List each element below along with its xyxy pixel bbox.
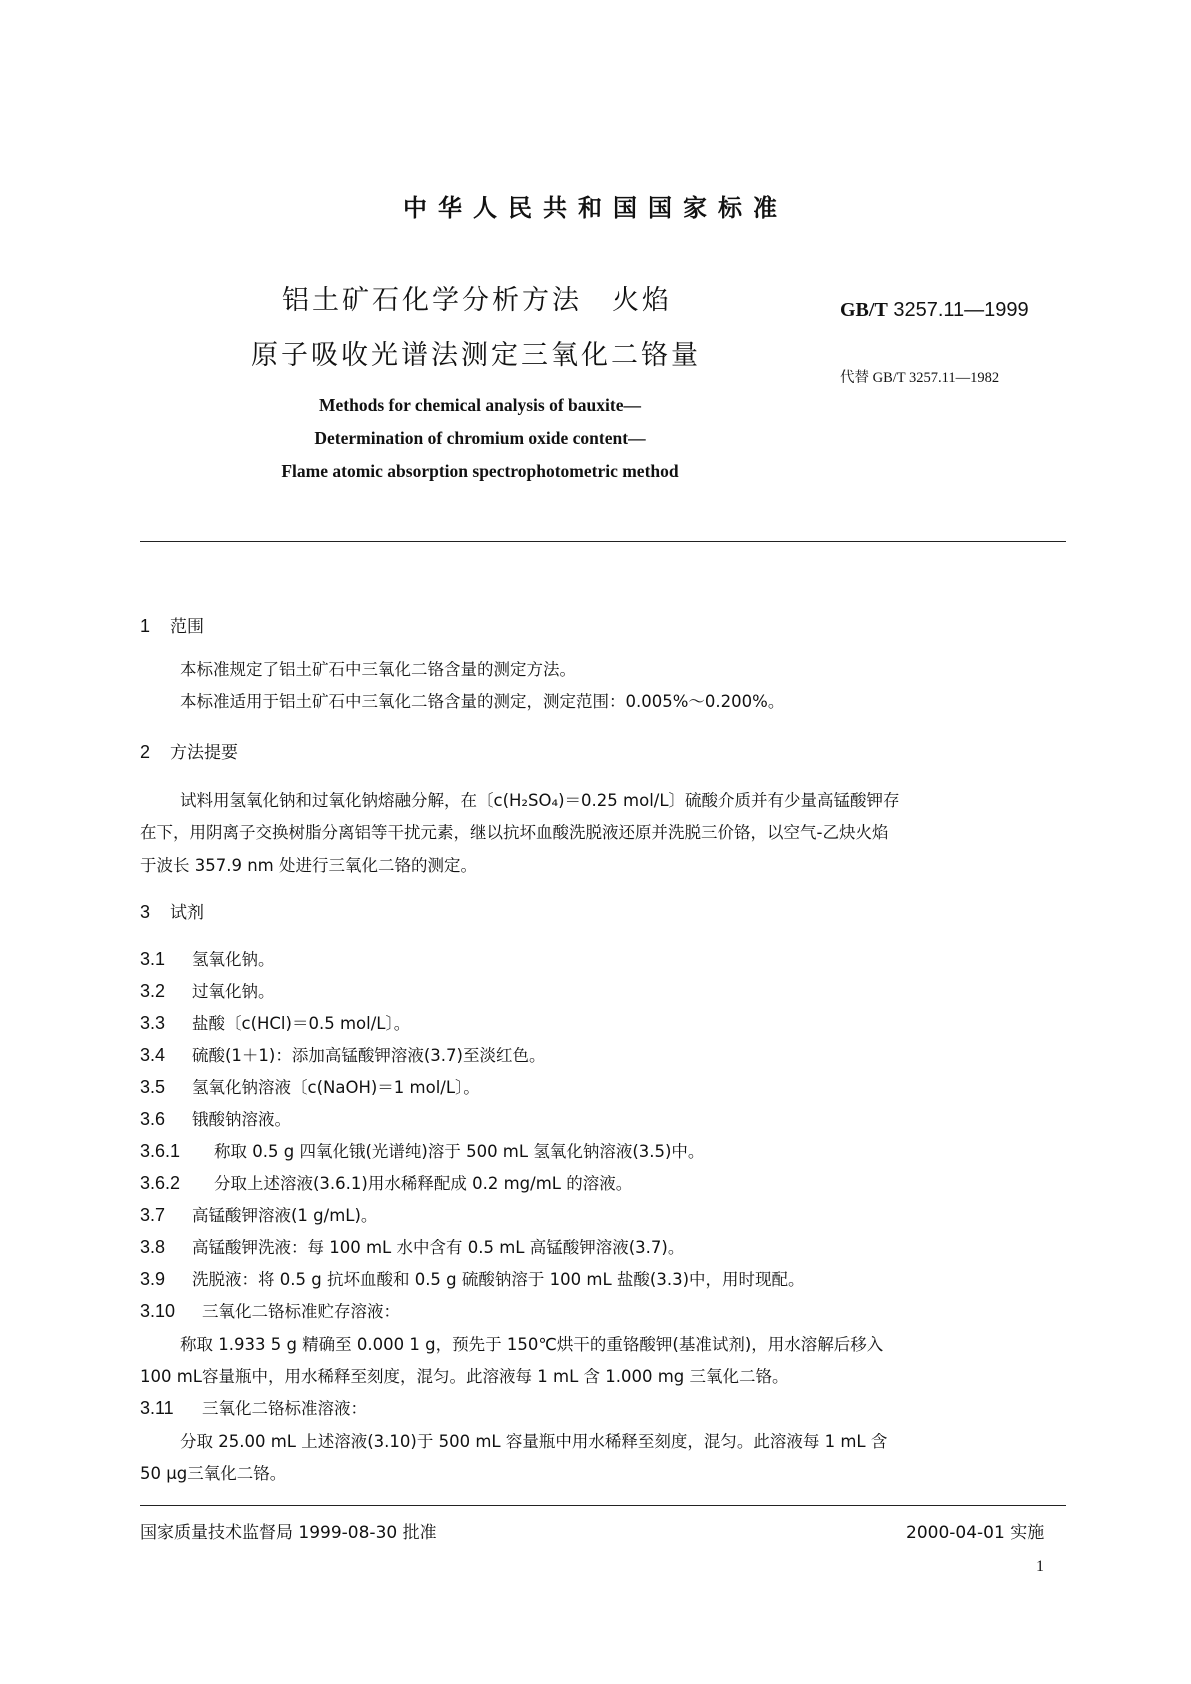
item-text: 盐酸〔c(HCl)＝0.5 mol/L〕。 — [192, 1014, 411, 1033]
title-line-1: 铝土矿石化学分析方法 火焰 — [282, 285, 672, 316]
section-1-heading — [140, 612, 204, 637]
reagent-item — [140, 1395, 367, 1419]
item-text: 硫酸(1＋1)：添加高锰酸钾溶液(3.7)至淡红色。 — [192, 1046, 546, 1065]
item-number: 3.6.1 — [140, 1141, 181, 1161]
english-title-line-3: Flame atomic absorption spectrophotometric method — [281, 461, 679, 481]
english-title-line-1: Methods for chemical analysis of bauxite— — [319, 395, 641, 415]
item-number: 3.7 — [140, 1205, 166, 1225]
section-number: 1 — [140, 616, 151, 636]
standard-number: 3257.11—1999 — [893, 299, 1029, 321]
english-title-line-2: Determination of chromium oxide content— — [314, 428, 646, 448]
implementation-date: 2000-04-01 实施 — [906, 1523, 1045, 1543]
approval-note: 国家质量技术监督局 1999-08-30 批准 — [140, 1523, 437, 1543]
standard-code — [840, 299, 1029, 322]
section-2-line-1: 试料用氢氧化钠和过氧化钠熔融分解，在〔c(H₂SO₄)＝0.25 mol/L〕硫酸介质并有少量高锰酸钾存 — [180, 791, 900, 810]
item-number: 3.4 — [140, 1045, 166, 1065]
section-title: 范围 — [170, 617, 204, 637]
reagent-item — [140, 1074, 480, 1098]
item-text: 高锰酸钾洗液：每 100 mL 水中含有 0.5 mL 高锰酸钾溶液(3.7)。 — [192, 1238, 685, 1257]
section-1-paragraph-1: 本标准规定了铝土矿石中三氧化二铬含量的测定方法。 — [180, 660, 576, 679]
item-text: 三氧化二铬标准溶液： — [202, 1399, 367, 1418]
item-text: 洗脱液：将 0.5 g 抗坏血酸和 0.5 g 硫酸钠溶于 100 mL 盐酸(3.3)中，用时现配。 — [192, 1270, 805, 1289]
header-divider — [140, 541, 1066, 542]
section-3-heading — [140, 898, 204, 923]
reagent-item — [140, 1010, 410, 1034]
reagent-item — [140, 1138, 704, 1162]
section-number: 3 — [140, 902, 151, 922]
item-text: 锇酸钠溶液。 — [192, 1110, 291, 1129]
item-text: 氢氧化钠溶液〔c(NaOH)＝1 mol/L〕。 — [192, 1078, 480, 1097]
title-line-2: 原子吸收光谱法测定三氧化二铬量 — [251, 340, 701, 371]
reagent-item — [140, 1106, 291, 1130]
item-text: 高锰酸钾溶液(1 g/mL)。 — [192, 1206, 378, 1225]
replaces-note: 代替 GB/T 3257.11—1982 — [840, 370, 1000, 386]
item-3-11-line-1: 分取 25.00 mL 上述溶液(3.10)于 500 mL 容量瓶中用水稀释至刻度，混匀。此溶液每 1 mL 含 — [180, 1432, 888, 1451]
item-3-10-line-2: 100 mL容量瓶中，用水稀释至刻度，混匀。此溶液每 1 mL 含 1.000 mg 三氧化二铬。 — [140, 1367, 789, 1386]
reagent-item — [140, 1170, 632, 1194]
item-number: 3.1 — [140, 949, 166, 969]
section-title: 试剂 — [170, 903, 204, 923]
reagent-item — [140, 1266, 805, 1290]
reagent-item — [140, 978, 275, 1002]
item-number: 3.6.2 — [140, 1173, 181, 1193]
section-1-paragraph-2: 本标准适用于铝土矿石中三氧化二铬含量的测定，测定范围：0.005%～0.200%。 — [180, 692, 785, 711]
section-2-line-3: 于波长 357.9 nm 处进行三氧化二铬的测定。 — [140, 856, 478, 875]
section-title: 方法提要 — [170, 743, 238, 763]
item-text: 氢氧化钠。 — [192, 950, 275, 969]
section-2-line-2: 在下，用阴离子交换树脂分离铝等干扰元素，继以抗坏血酸洗脱液还原并洗脱三价铬，以空气-乙炔火焰 — [140, 823, 889, 842]
item-number: 3.6 — [140, 1109, 166, 1129]
item-text: 称取 0.5 g 四氧化锇(光谱纯)溶于 500 mL 氢氧化钠溶液(3.5)中。 — [214, 1142, 705, 1161]
item-number: 3.10 — [140, 1301, 176, 1321]
item-3-10-line-1: 称取 1.933 5 g 精确至 0.000 1 g，预先于 150℃烘干的重铬酸钾(基准试剂)，用水溶解后移入 — [180, 1335, 884, 1354]
section-number: 2 — [140, 742, 151, 762]
footer-divider — [140, 1505, 1066, 1506]
item-3-11-line-2: 50 μg三氧化二铬。 — [140, 1464, 287, 1483]
reagent-item — [140, 1234, 684, 1258]
item-number: 3.5 — [140, 1077, 166, 1097]
item-number: 3.11 — [140, 1398, 174, 1418]
item-number: 3.9 — [140, 1269, 166, 1289]
item-number: 3.3 — [140, 1013, 166, 1033]
reagent-item — [140, 1202, 377, 1226]
section-2-heading — [140, 738, 238, 763]
item-text: 过氧化钠。 — [192, 982, 275, 1001]
item-number: 3.8 — [140, 1237, 166, 1257]
reagent-item — [140, 1298, 400, 1322]
item-text: 分取上述溶液(3.6.1)用水稀释配成 0.2 mg/mL 的溶液。 — [214, 1174, 633, 1193]
item-text: 三氧化二铬标准贮存溶液： — [202, 1302, 400, 1321]
reagent-item — [140, 1042, 546, 1066]
item-number: 3.2 — [140, 981, 166, 1001]
national-standard-heading: 中华人民共和国国家标准 — [403, 194, 788, 222]
standard-prefix: GB/T — [840, 299, 888, 321]
reagent-item — [140, 946, 275, 970]
page-number: 1 — [1036, 1558, 1044, 1575]
